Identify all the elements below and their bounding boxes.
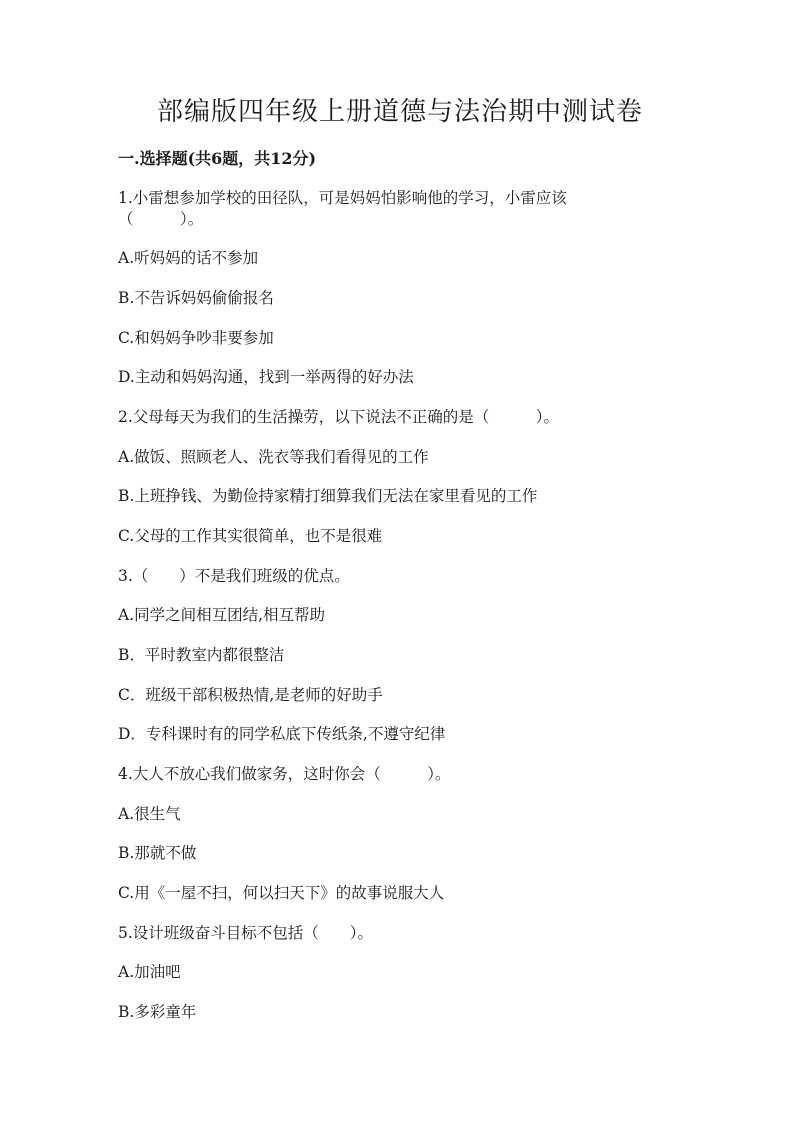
question-3-stem: 3.（ ）不是我们班级的优点。 bbox=[118, 567, 350, 585]
question-1-option-c: C.和妈妈争吵非要参加 bbox=[118, 329, 274, 347]
question-5-option-a: A.加油吧 bbox=[118, 963, 181, 981]
question-3-option-c: C．班级干部积极热情,是老师的好助手 bbox=[118, 686, 383, 704]
question-4-option-a: A.很生气 bbox=[118, 805, 181, 823]
question-3-option-b: B．平时教室内都很整洁 bbox=[118, 646, 285, 664]
question-1-option-b: B.不告诉妈妈偷偷报名 bbox=[118, 289, 274, 307]
question-2-option-b: B.上班挣钱、为勤俭持家精打细算我们无法在家里看见的工作 bbox=[118, 487, 538, 505]
question-2-option-a: A.做饭、照顾老人、洗衣等我们看得见的工作 bbox=[118, 448, 429, 466]
question-3-option-d: D．专科课时有的同学私底下传纸条,不遵守纪律 bbox=[118, 725, 446, 743]
question-4-option-b: B.那就不做 bbox=[118, 844, 197, 862]
section-heading: 一.选择题(共6题，共12分) bbox=[118, 149, 317, 168]
question-1-option-a: A.听妈妈的话不参加 bbox=[118, 249, 259, 267]
question-5-stem: 5.设计班级奋斗目标不包括（ ）。 bbox=[118, 924, 374, 942]
page-title: 部编版四年级上册道德与法治期中测试卷 bbox=[156, 97, 643, 127]
question-3-option-a: A.同学之间相互团结,相互帮助 bbox=[118, 606, 326, 624]
question-4-stem: 4.大人不放心我们做家务，这时你会（ ）。 bbox=[118, 765, 451, 783]
question-1-stem-continued: （ ）。 bbox=[118, 210, 204, 228]
question-1-option-d: D.主动和妈妈沟通，找到一举两得的好办法 bbox=[118, 368, 414, 386]
question-1-stem: 1.小雷想参加学校的田径队，可是妈妈怕影响他的学习，小雷应该 bbox=[118, 189, 567, 207]
question-4-option-c: C.用《一屋不扫，何以扫天下》的故事说服大人 bbox=[118, 884, 445, 902]
question-2-stem: 2.父母每天为我们的生活操劳，以下说法不正确的是（ ）。 bbox=[118, 408, 560, 426]
question-2-option-c: C.父母的工作其实很简单，也不是很难 bbox=[118, 527, 383, 545]
question-5-option-b: B.多彩童年 bbox=[118, 1003, 197, 1021]
